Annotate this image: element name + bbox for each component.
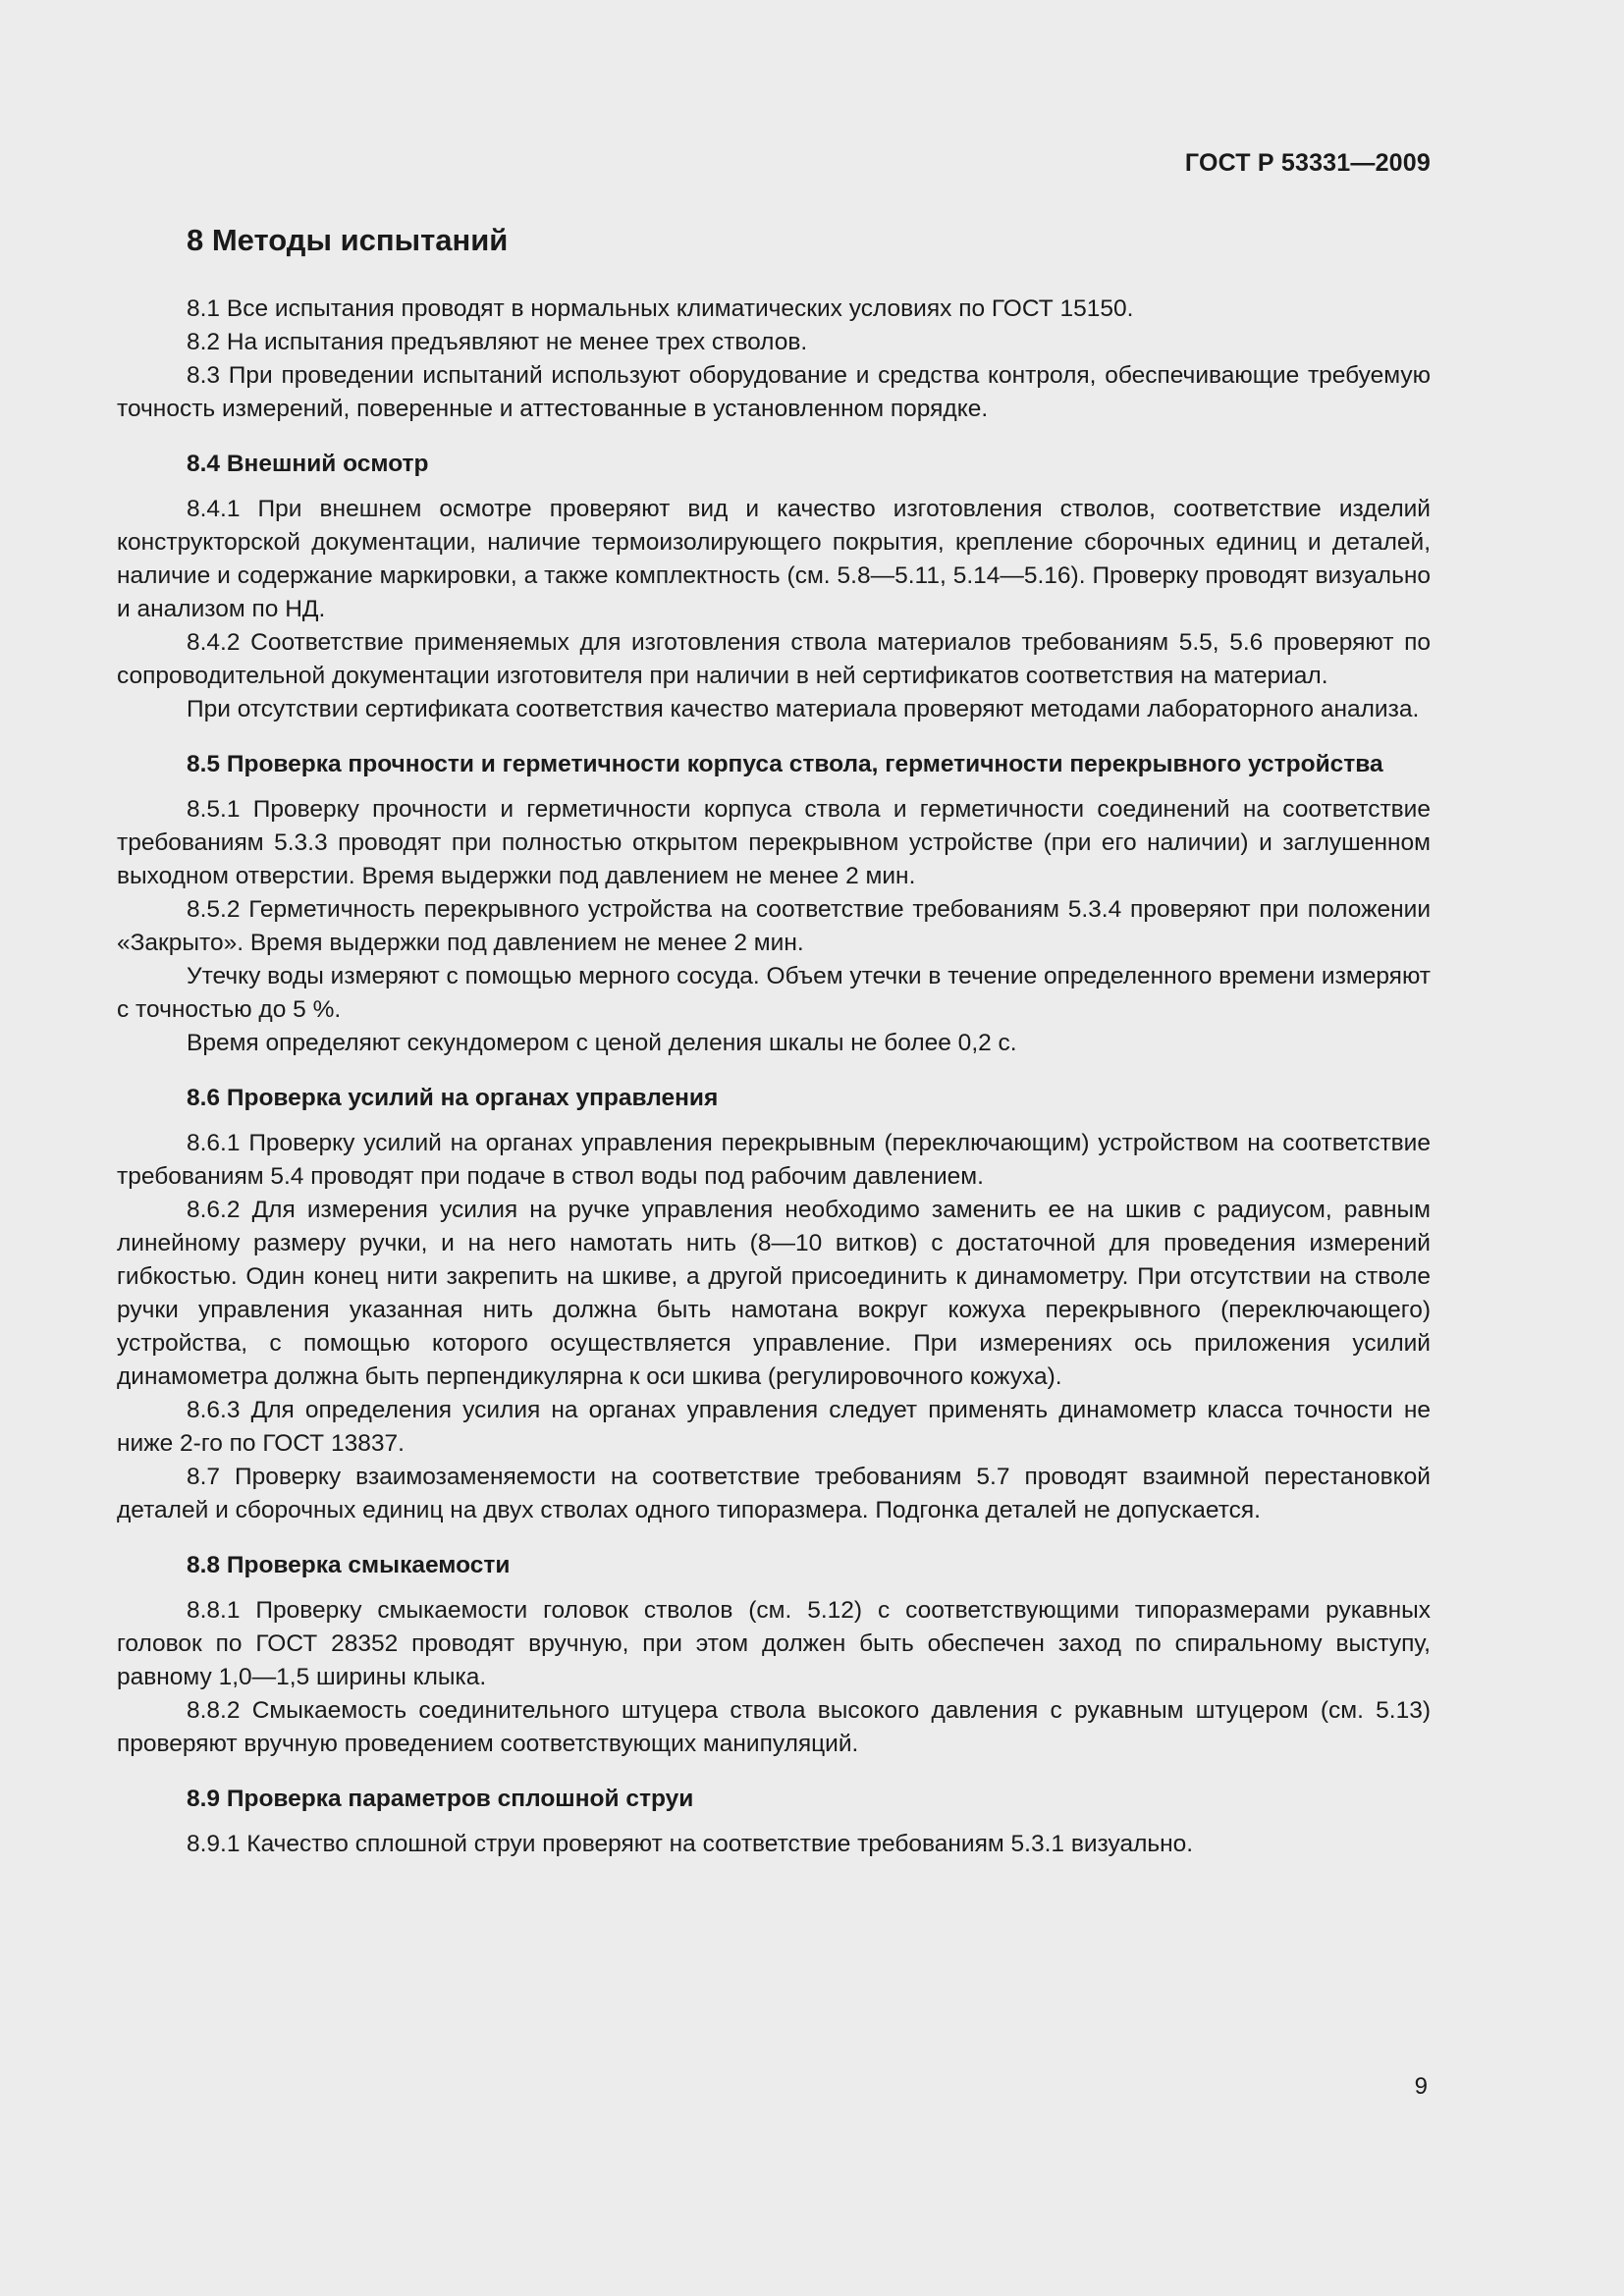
page-number: 9 (1414, 2073, 1428, 2100)
paragraph-8-5-2-leak: Утечку воды измеряют с помощью мерного сосуда. Объем утечки в течение определенного времени измеряют с точностью до 5 %. (117, 963, 1431, 1023)
paragraph-8-2: 8.2 На испытания предъявляют не менее трех стволов. (187, 329, 808, 355)
paragraph-8-6-3: 8.6.3 Для определения усилия на органах управления следует применять динамометр класса точности не ниже 2-го по ГОСТ 13837. (117, 1397, 1431, 1457)
paragraph-8-5-1: 8.5.1 Проверку прочности и герметичности корпуса ствола и герметичности соединений на соответствие требованиям 5.3.3 проводят при полностью открытом перекрывном устройстве (при его наличии) и заглушенном выходном отверстии. Время выдержки под давлением не менее 2 мин. (117, 796, 1431, 889)
document-code: ГОСТ Р 53331—2009 (1184, 149, 1431, 177)
paragraph-8-9-1: 8.9.1 Качество сплошной струи проверяют на соответствие требованиям 5.3.1 визуально. (187, 1831, 1194, 1857)
paragraph-8-3: 8.3 При проведении испытаний используют оборудование и средства контроля, обеспечивающие требуемую точность измерений, поверенные и аттестованные в установленном порядке. (117, 362, 1431, 422)
paragraph-8-5-2-time: Время определяют секундомером с ценой деления шкалы не более 0,2 с. (187, 1030, 1017, 1056)
heading-8-4: 8.4 Внешний осмотр (187, 451, 429, 477)
paragraph-8-5-2: 8.5.2 Герметичность перекрывного устройства на соответствие требованиям 5.3.4 проверяют при положении «Закрыто». Время выдержки под давлением не менее 2 мин. (117, 896, 1431, 956)
paragraph-8-4-2: 8.4.2 Соответствие применяемых для изготовления ствола материалов требованиям 5.5, 5.6 проверяют по сопроводительной документации изготовителя при наличии в ней сертификатов соответствия на материал. (117, 629, 1431, 689)
paragraph-8-4-2-cont: При отсутствии сертификата соответствия качество материала проверяют методами лабораторного анализа. (187, 696, 1420, 722)
paragraph-8-8-2: 8.8.2 Смыкаемость соединительного штуцера ствола высокого давления с рукавным штуцером (см. 5.13) проверяют вручную проведением соответствующих манипуляций. (117, 1697, 1431, 1757)
paragraph-8-1: 8.1 Все испытания проводят в нормальных климатических условиях по ГОСТ 15150. (187, 295, 1134, 322)
heading-8-5: 8.5 Проверка прочности и герметичности корпуса ствола, герметичности перекрывного устройства (187, 751, 1383, 777)
heading-8-6: 8.6 Проверка усилий на органах управления (187, 1085, 719, 1111)
paragraph-8-8-1: 8.8.1 Проверку смыкаемости головок стволов (см. 5.12) с соответствующими типоразмерами рукавных головок по ГОСТ 28352 проводят вручную, при этом должен быть обеспечен заход по спиральному выступу, равному 1,0—1,5 ширины клыка. (117, 1597, 1431, 1690)
paragraph-8-6-2: 8.6.2 Для измерения усилия на ручке управления необходимо заменить ее на шкив с радиусом, равным линейному размеру ручки, и на него намотать нить (8—10 витков) с достаточной для проведения измерений гибкостью. Один конец нити закрепить на шкиве, а другой присоединить к динамометру. При отсутствии на стволе ручки управления указанная нить должна быть намотана вокруг кожуха перекрывного (переключающего) устройства, с помощью которого осуществляется управление. При измерениях ось приложения усилий динамометра должна быть перпендикулярна к оси шкива (регулировочного кожуха). (117, 1197, 1431, 1390)
section-title: 8 Методы испытаний (187, 223, 509, 257)
heading-8-8: 8.8 Проверка смыкаемости (187, 1552, 511, 1578)
heading-8-9: 8.9 Проверка параметров сплошной струи (187, 1786, 694, 1812)
document-body (117, 221, 1431, 1861)
paragraph-8-6-1: 8.6.1 Проверку усилий на органах управления перекрывным (переключающим) устройством на соответствие требованиям 5.4 проводят при подаче в ствол воды под рабочим давлением. (117, 1130, 1431, 1190)
paragraph-8-7: 8.7 Проверку взаимозаменяемости на соответствие требованиям 5.7 проводят взаимной перестановкой деталей и сборочных единиц на двух стволах одного типоразмера. Подгонка деталей не допускается. (117, 1464, 1431, 1523)
paragraph-8-4-1: 8.4.1 При внешнем осмотре проверяют вид и качество изготовления стволов, соответствие изделий конструкторской документации, наличие термоизолирующего покрытия, крепление сборочных единиц и деталей, наличие и содержание маркировки, а также комплектность (см. 5.8—5.11, 5.14—5.16). Проверку проводят визуально и анализом по НД. (117, 496, 1431, 622)
